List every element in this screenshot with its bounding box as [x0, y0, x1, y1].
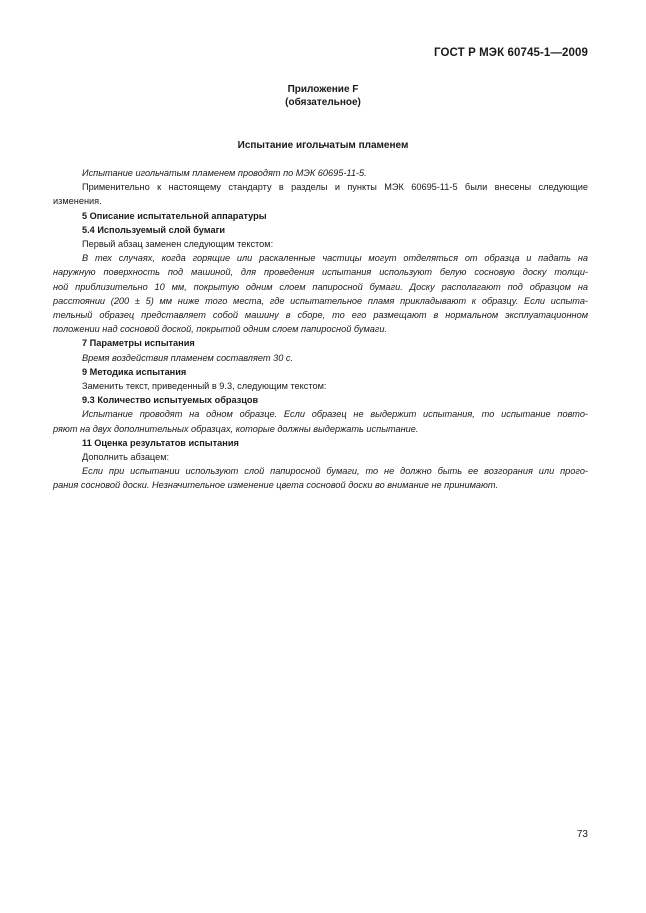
paragraph [53, 464, 588, 492]
paragraph-line: ряют на двух дополнительных образцах, которые должны выдержать испытание. [53, 423, 419, 434]
paragraph-line: В тех случаях, когда горящие или раскаленные частицы могут отделяться от образца и падать на [82, 253, 588, 264]
paragraph-line: рания сосновой доски. Незначительное изменение цвета сосновой доски во внимание не принимают. [53, 480, 499, 491]
paragraph-line: расстоянии (200 ± 5) мм ниже того места, где испытательное пламя прикладывают к образцу. Если испыта- [53, 295, 588, 306]
paragraph-line: Применительно к настоящему стандарту в разделы и пункты МЭК 60695-11-5 были внесены следующие [82, 182, 588, 193]
paragraph-line: наружную поверхность под машиной, для проведения испытания используют белую сосновую доску толщи- [53, 267, 588, 278]
standard-header: ГОСТ Р МЭК 60745-1—2009 [434, 47, 588, 59]
paragraph-line: изменения. [53, 196, 102, 207]
paragraph: Испытание игольчатым пламенем проводят по МЭК 60695-11-5. [82, 168, 367, 178]
paragraph [53, 180, 588, 208]
document-body [53, 166, 588, 493]
clause-heading: 9 Методика испытания [82, 366, 187, 377]
page-number: 73 [576, 829, 588, 840]
clause-heading: 5.4 Используемый слой бумаги [82, 224, 226, 235]
paragraph-line: ной приблизительно 10 мм, покрытую одним слоем папиросной бумаги. Доску располагают под образцом на [53, 281, 588, 292]
annex-heading [0, 83, 646, 109]
clause-heading: 7 Параметры испытания [82, 338, 195, 349]
annex-title: Приложение F [287, 84, 359, 95]
paragraph-line: Испытание проводят на одном образце. Если образец не выдержит испытания, то испытание повто- [82, 409, 588, 420]
paragraph-line: положении над сосновой доской, покрытой одним слоем папиросной бумаги. [53, 324, 388, 335]
paragraph [53, 251, 588, 336]
annex-status: (обязательное) [285, 97, 361, 108]
paragraph: Дополнить абзацем: [82, 452, 170, 463]
paragraph-line: тельный образец представляет собой машину в сборе, то его размещают в нормальном эксплуатационном [53, 310, 588, 321]
clause-heading: 9.3 Количество испытуемых образцов [82, 395, 259, 406]
section-title: Испытание игольчатым пламенем [237, 140, 409, 151]
paragraph: Время воздействия пламенем составляет 30 с. [82, 352, 294, 363]
clause-heading: 11 Оценка результатов испытания [82, 437, 239, 448]
clause-heading: 5 Описание испытательной аппаратуры [82, 210, 267, 221]
paragraph-line: Если при испытании используют слой папиросной бумаги, то не должно быть ее возгорания или прого- [82, 466, 588, 477]
paragraph: Первый абзац заменен следующим текстом: [82, 239, 274, 250]
paragraph: Заменить текст, приведенный в 9.3, следующим текстом: [82, 381, 327, 392]
paragraph [53, 407, 588, 435]
